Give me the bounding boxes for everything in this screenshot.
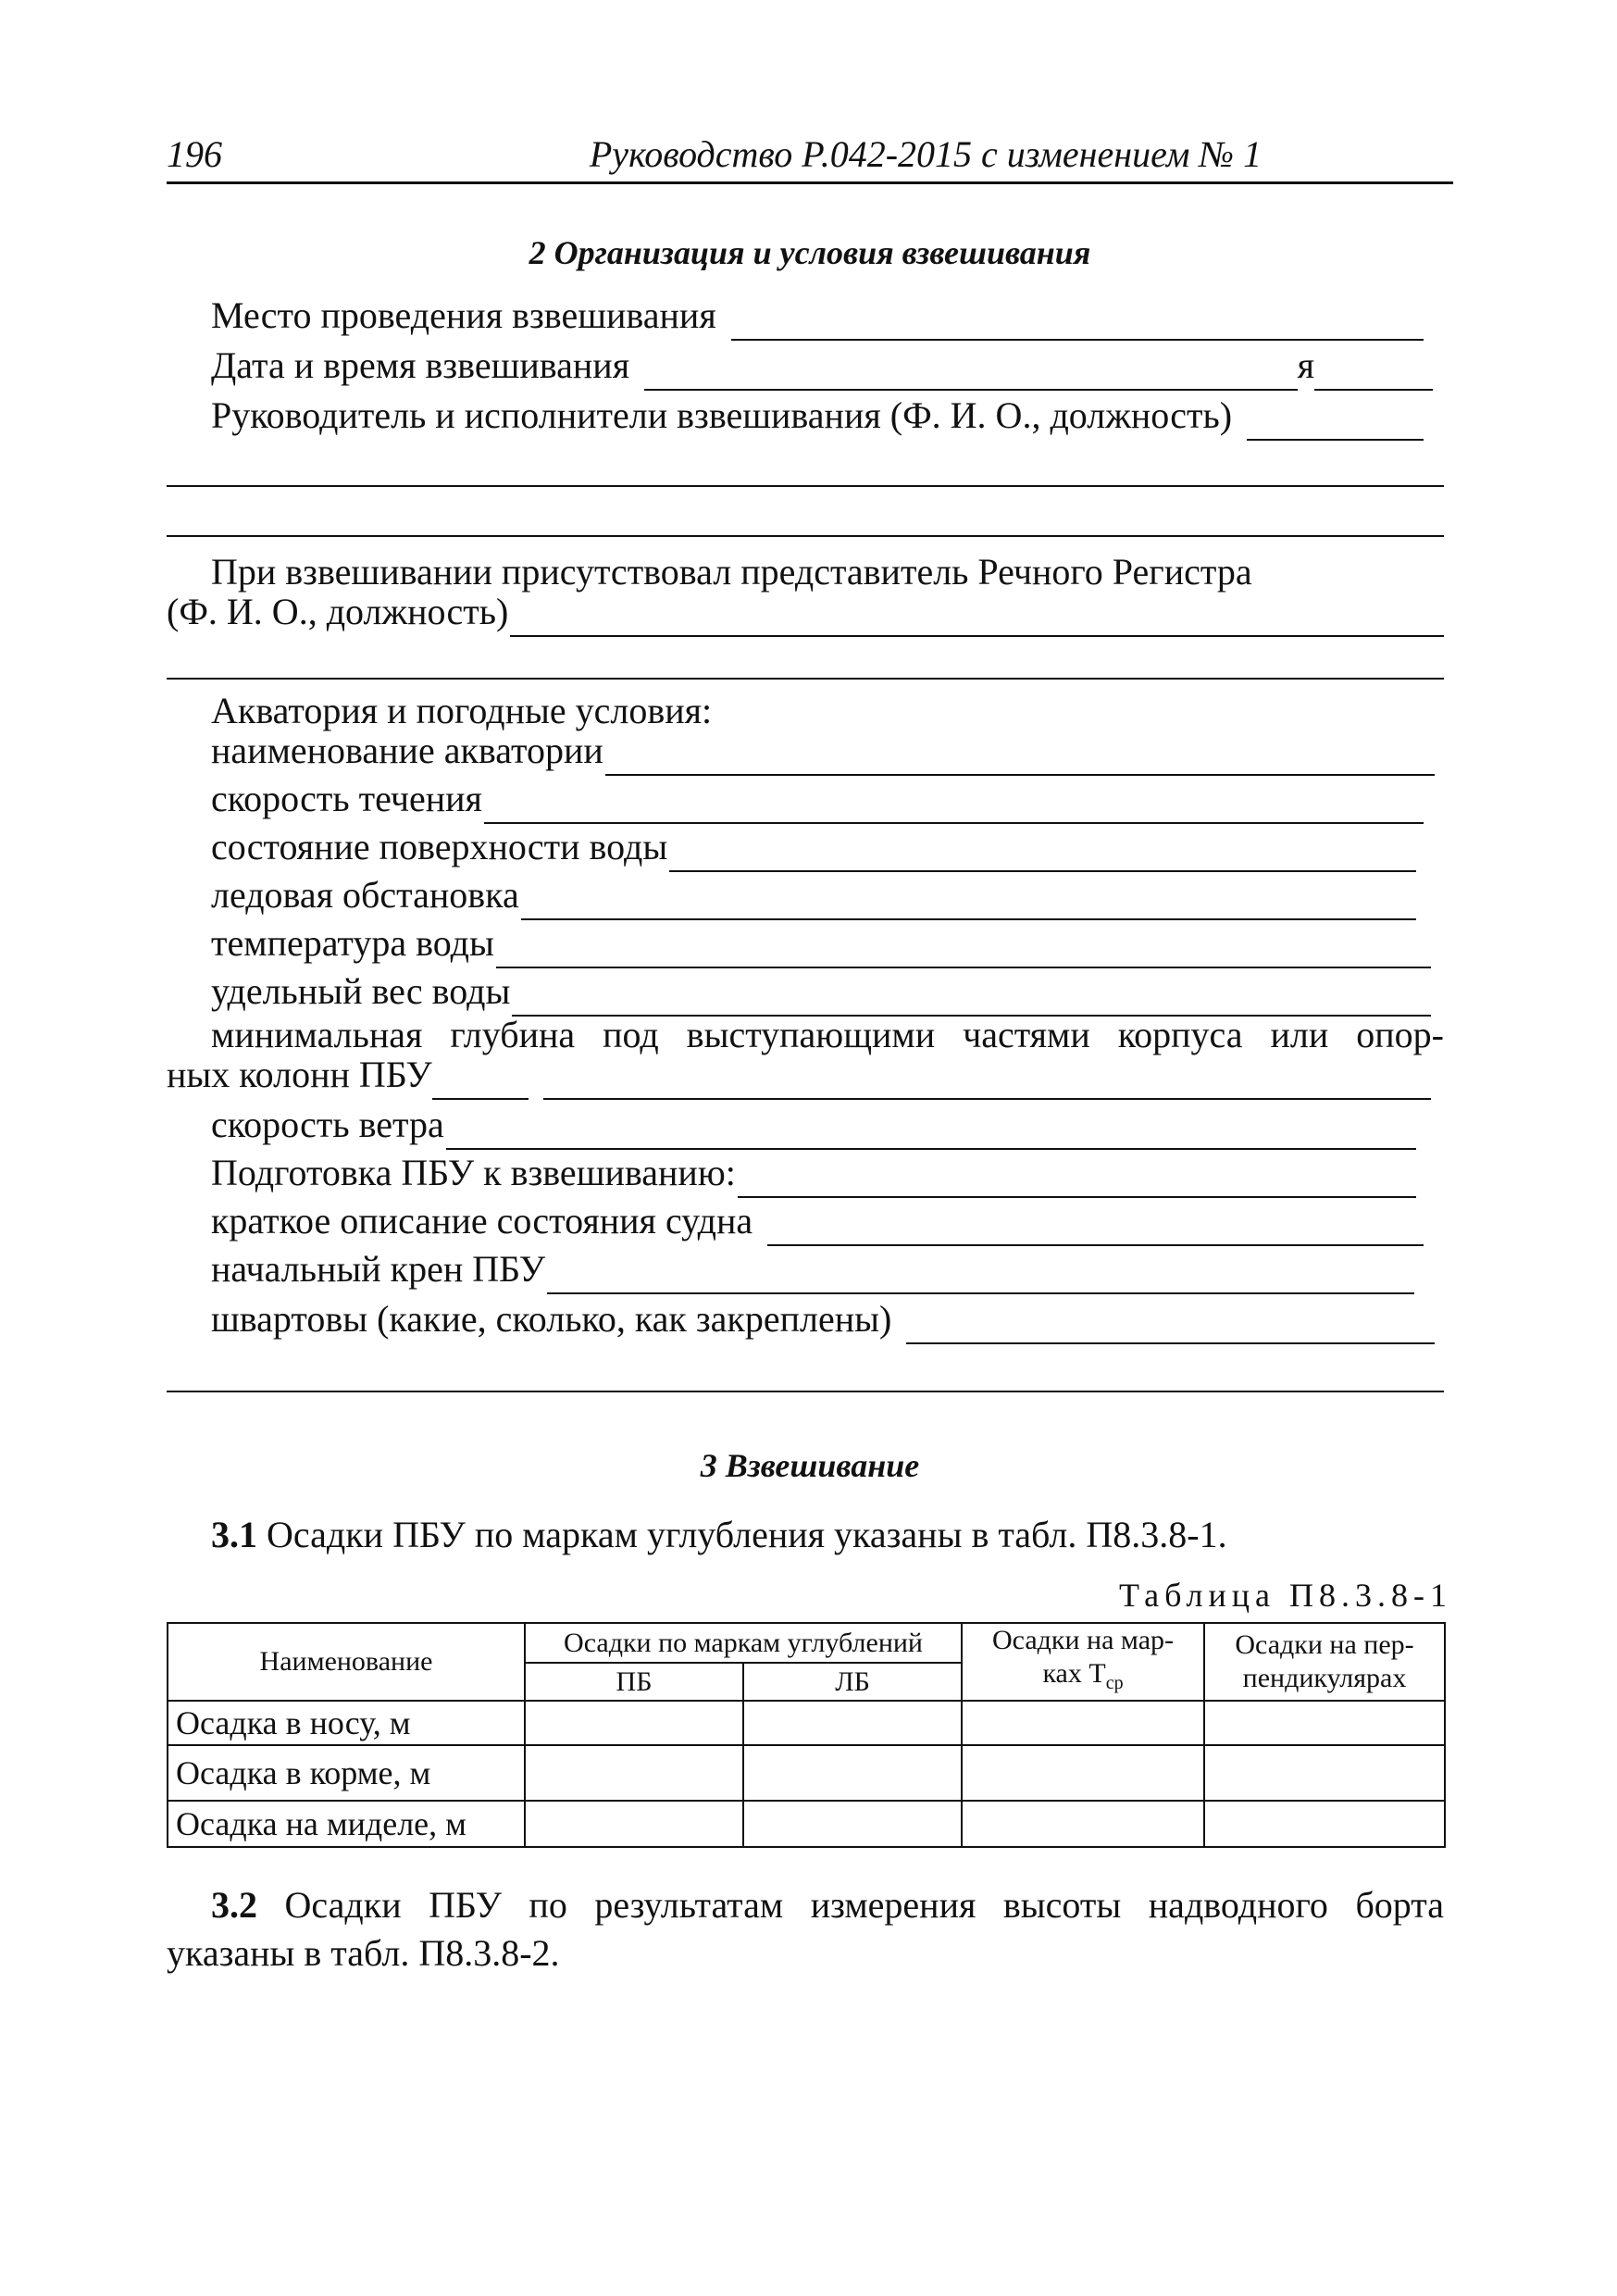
- cell-mid-lb[interactable]: [743, 1801, 962, 1847]
- running-header: [167, 130, 1453, 184]
- preparation-field[interactable]: [738, 1148, 1416, 1198]
- leaders-field[interactable]: [1247, 391, 1424, 441]
- min-depth-text: минимальная глубина под выступающими частями корпуса или опор-: [211, 1014, 1444, 1055]
- mooring-line: швартовы (какие, сколько, как закреплены): [211, 1296, 1435, 1344]
- header-marks: Осадки по маркам углублений: [525, 1623, 962, 1663]
- current-speed-field[interactable]: [484, 774, 1424, 824]
- specific-weight-field[interactable]: [512, 967, 1431, 1017]
- leaders-field-continued-1[interactable]: [167, 485, 1444, 487]
- header-lb: ЛБ: [743, 1663, 962, 1701]
- mooring-field[interactable]: [906, 1294, 1435, 1344]
- cell-mid-perp[interactable]: [1204, 1801, 1445, 1847]
- cell-bow-marks-t[interactable]: [962, 1701, 1204, 1745]
- datetime-field[interactable]: [644, 341, 1297, 391]
- cell-stern-pb[interactable]: [525, 1745, 743, 1801]
- leaders-field-continued-2[interactable]: [167, 535, 1444, 537]
- cell-stern-perp[interactable]: [1204, 1745, 1445, 1801]
- row-label-midship: Осадка на миделе, м: [168, 1801, 525, 1847]
- mooring-field-continued[interactable]: [167, 1391, 1444, 1392]
- draft-marks-table: [167, 1622, 1446, 1848]
- area-name-line: наименование акватории: [211, 728, 1435, 776]
- initial-heel-field[interactable]: [547, 1244, 1414, 1294]
- cell-stern-marks-t[interactable]: [962, 1745, 1204, 1801]
- cell-bow-perp[interactable]: [1204, 1701, 1445, 1745]
- place-field[interactable]: [731, 291, 1424, 341]
- datetime-line: Дата и время взвешивания я: [211, 343, 1433, 391]
- register-field-continued[interactable]: [167, 678, 1444, 680]
- cell-bow-pb[interactable]: [525, 1701, 743, 1745]
- datetime-suffix: я: [1297, 344, 1314, 386]
- section-2-heading: 2 Организация и условия взвешивания: [529, 234, 1091, 271]
- surface-state-field[interactable]: [669, 822, 1416, 872]
- section-3-heading: 3 Взвешивание: [700, 1447, 920, 1484]
- paragraph-3-2-number: 3.2: [211, 1884, 257, 1926]
- page-number: 196: [167, 133, 222, 175]
- initial-heel-line: начальный крен ПБУ: [211, 1246, 1414, 1294]
- min-depth-field-2[interactable]: [543, 1050, 1431, 1100]
- header-pb: ПБ: [525, 1663, 743, 1701]
- row-label-bow: Осадка в носу, м: [168, 1701, 525, 1745]
- header-perpendiculars: Осадки на пер- пендикулярах: [1204, 1623, 1445, 1701]
- min-depth-field-1[interactable]: [432, 1050, 529, 1100]
- water-area-label: Акватория и погодные условия:: [211, 690, 713, 731]
- place-line: Место проведения взвешивания: [211, 293, 1424, 341]
- header-marks-t: Осадки на мар- ках $T_{ср}$: [962, 1623, 1204, 1701]
- ice-line: ледовая обстановка: [211, 872, 1416, 920]
- cell-mid-marks-t[interactable]: [962, 1801, 1204, 1847]
- water-temp-field[interactable]: [496, 918, 1431, 968]
- running-title: Руководство Р.042-2015 с изменением № 1: [589, 133, 1263, 175]
- cell-mid-pb[interactable]: [525, 1801, 743, 1847]
- register-line: (Ф. И. О., должность): [167, 589, 1444, 637]
- register-text: При взвешивании присутствовал представитель Речного Регистра: [211, 551, 1252, 593]
- table-row: [168, 1701, 1445, 1745]
- paragraph-3-2: 3.2 Осадки ПБУ по результатам измерения высоты надводного борта: [211, 1884, 1444, 1926]
- cell-bow-lb[interactable]: [743, 1701, 962, 1745]
- ice-field[interactable]: [521, 870, 1416, 920]
- register-field[interactable]: [510, 587, 1444, 637]
- min-depth-line: ных колонн ПБУ: [167, 1052, 1431, 1100]
- water-temp-line: температура воды: [211, 920, 1431, 968]
- table-row: [168, 1801, 1445, 1847]
- leaders-line: Руководитель и исполнители взвешивания (Ф. И. О., должность): [211, 393, 1424, 441]
- table-row: [168, 1745, 1445, 1801]
- paragraph-3-2-continued: указаны в табл. П8.3.8-2.: [167, 1932, 560, 1974]
- area-name-field[interactable]: [605, 726, 1435, 776]
- paragraph-3-1: 3.1 Осадки ПБУ по маркам углубления указаны в табл. П8.3.8-1.: [211, 1514, 1227, 1555]
- cell-stern-lb[interactable]: [743, 1745, 962, 1801]
- table-caption: Таблица П8.3.8-1: [1119, 1577, 1452, 1614]
- vessel-state-line: краткое описание состояния судна: [211, 1198, 1424, 1246]
- surface-state-line: состояние поверхности воды: [211, 824, 1416, 872]
- preparation-line: Подготовка ПБУ к взвешиванию:: [211, 1150, 1416, 1198]
- paragraph-3-1-number: 3.1: [211, 1514, 257, 1555]
- current-speed-line: скорость течения: [211, 776, 1424, 824]
- header-name: Наименование: [168, 1623, 525, 1701]
- datetime-extra-field[interactable]: [1314, 341, 1433, 391]
- row-label-stern: Осадка в корме, м: [168, 1745, 525, 1801]
- vessel-state-field[interactable]: [767, 1196, 1424, 1246]
- specific-weight-line: удельный вес воды: [211, 968, 1431, 1017]
- wind-speed-field[interactable]: [446, 1100, 1416, 1150]
- wind-speed-line: скорость ветра: [211, 1102, 1416, 1150]
